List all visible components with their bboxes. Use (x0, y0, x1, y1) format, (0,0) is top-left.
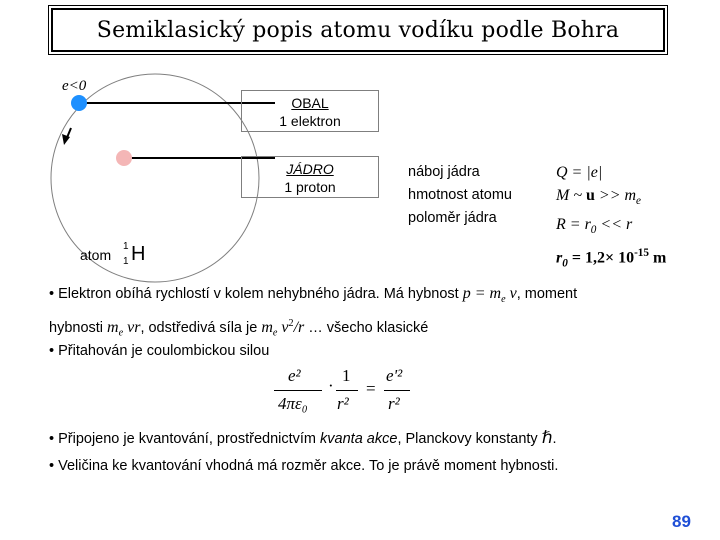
electron-label: e<0 (62, 78, 87, 94)
isotope-mass: 1 (123, 241, 129, 252)
frac-line-3 (384, 390, 410, 391)
bullet-electron (49, 282, 577, 346)
formula-num3: e'² (386, 366, 403, 385)
frac-line-1 (274, 390, 322, 391)
formula-r0: $r_0 = 1,2\times 10^{-15}$ m (556, 247, 667, 270)
formula-num1: e² (288, 366, 301, 385)
page-number: 89 (672, 512, 691, 531)
label-radius: poloměr jádra (408, 210, 497, 226)
isotope-number: 1 (123, 256, 129, 267)
electron-dot (71, 95, 87, 111)
props-labels (408, 161, 512, 230)
obal-box (241, 90, 379, 132)
props-formulas (556, 161, 666, 276)
page-title: Semiklasický popis atomu vodíku podle Bohra (96, 17, 620, 43)
hbar-symbol: ℏ (541, 428, 553, 447)
formula-radius: $R = r_0 << r$ (556, 216, 633, 237)
formula-charge: Q = |e| (556, 164, 603, 181)
jadro-box (241, 156, 379, 198)
jadro-heading: JÁDRO (286, 161, 334, 177)
obal-heading: OBAL (291, 95, 329, 111)
obal-sub: 1 elektron (279, 113, 341, 129)
isotope-symbol: H (131, 243, 146, 265)
formula-den3: r² (388, 394, 400, 413)
formula-den1: 4πε₀ (278, 394, 308, 413)
bullet-quantization: • Připojeno je kvantování, prostřednictvím kvanta akce, Planckovy konstanty ℏ. (49, 428, 557, 447)
bullet-electron-line1: • Elektron obíhá rychlostí v kolem nehybného jádra. Má hybnost $p = m_e$ v, moment (49, 285, 578, 305)
label-charge: náboj jádra (408, 164, 480, 180)
formula-mass: M ~ $u >> m_e$ (556, 187, 642, 208)
proton-dot (116, 150, 132, 166)
frac-line-2 (336, 390, 358, 391)
jadro-sub: 1 proton (284, 179, 336, 195)
bullet-coulomb: • Přitahován je coulombickou silou (49, 343, 270, 359)
formula-equals: = (366, 379, 376, 398)
label-mass: hmotnost atomu (408, 187, 512, 203)
bullet-electron-line2: hybnosti $m_e$ vr, odstředivá síla je $m_e$ $v^2/r$ … všecho klasické (49, 317, 429, 339)
bullet-action: • Veličina ke kvantování vhodná má rozměr akce. To je právě moment hybnosti. (49, 458, 559, 474)
formula-dot: · (328, 376, 334, 395)
formula-num2: 1 (342, 366, 351, 385)
formula-den2: r² (337, 394, 349, 413)
atom-label: atom (80, 247, 112, 263)
